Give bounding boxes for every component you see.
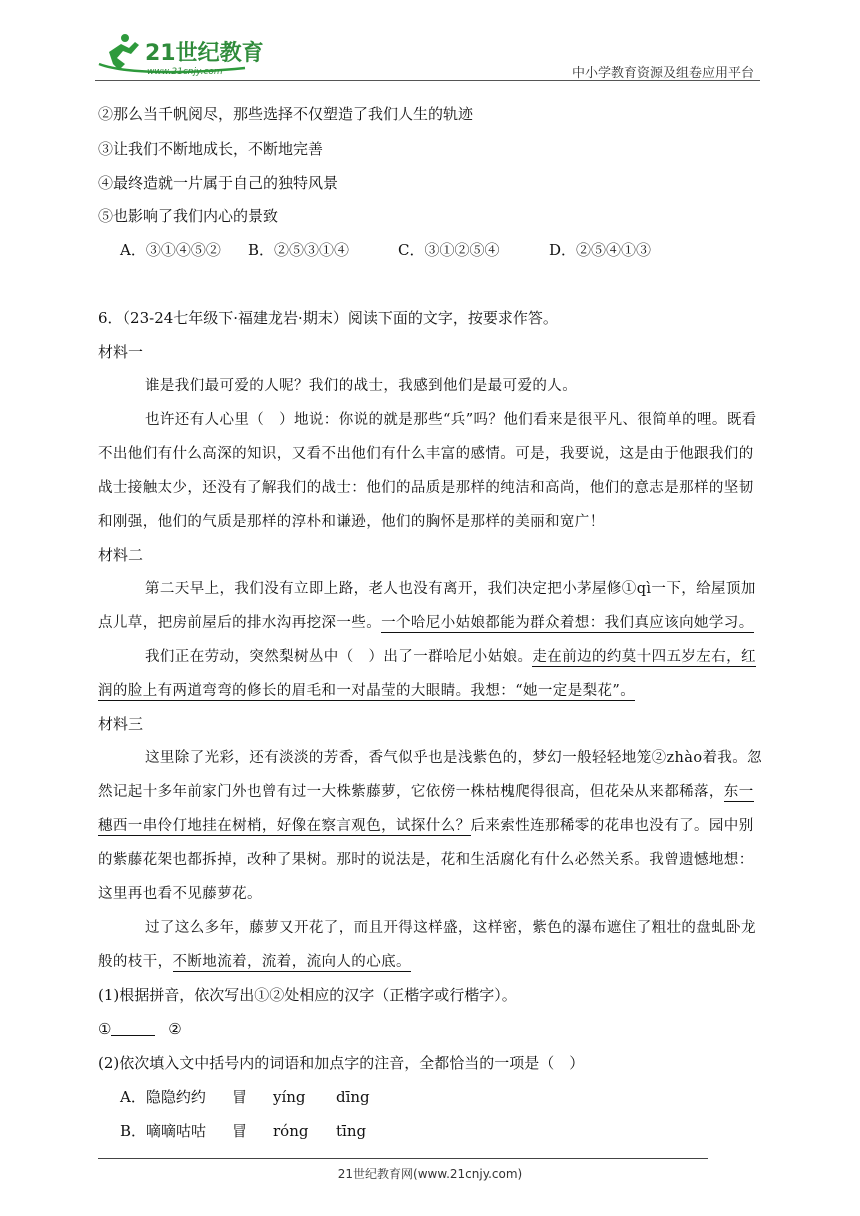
material-1-line: 战士接触太少，还没有了解我们的战士：他们的品质是那样的纯洁和高尚，他们的意志是那样的坚韧 <box>98 480 754 496</box>
material-1-para-1: 谁是我们最可爱的人呢？我们的战士，我感到他们是最可爱的人。 <box>145 378 578 394</box>
text-span: 然记起十多年前家门外也曾有过一大株紫藤萝，它依傍一株枯槐爬得很高，但花朵从来都稀落， <box>98 784 724 800</box>
footer-divider <box>98 1158 708 1159</box>
material-1-line: 也许还有人心里（ ）地说：你说的就是那些“兵”吗？他们看来是很平凡、很简单的哩。既看 <box>145 412 757 428</box>
prev-item-2: ②那么当千帆阅尽，那些选择不仅塑造了我们人生的轨迹 <box>98 105 474 123</box>
blank-label-2: ② <box>168 1020 182 1038</box>
text-span: 后来索性连那稀零的花串也没有了。园中别 <box>470 818 754 834</box>
option-b-pinyin-2: tīng <box>336 1122 367 1140</box>
material-1-line: 和刚强，他们的气质是那样的淳朴和谦逊，他们的胸怀是那样的美丽和宽广！ <box>98 514 605 530</box>
option-a-label: A．隐隐约约 <box>120 1088 206 1106</box>
option-a-word: 冒 <box>232 1088 248 1106</box>
material-3-line: 这里除了光彩，还有淡淡的芳香，香气似乎也是浅紫色的，梦幻一般轻轻地笼②zhào着我。忽 <box>145 750 763 766</box>
material-3-line <box>98 816 754 836</box>
text-span: 我们正在劳动，突然梨树丛中（ ）出了一群哈尼小姑娘。 <box>145 649 533 665</box>
material-2-line <box>98 681 635 701</box>
text-span: 般的枝干， <box>98 954 173 970</box>
platform-name: 中小学教育资源及组卷应用平台 <box>571 66 754 81</box>
text-span: 点儿草，把房前屋后的排水沟再挖深一些。 <box>98 615 382 631</box>
underlined-sentence: 润的脸上有两道弯弯的修长的眉毛和一对晶莹的大眼睛。 <box>98 683 471 699</box>
prev-item-5: ⑤也影响了我们内心的景致 <box>98 207 279 225</box>
prev-option-c: C．③①②⑤④ <box>398 241 500 259</box>
sub-question-1-blanks <box>98 1019 182 1039</box>
material-2-line <box>145 647 756 667</box>
material-1-line: 不出他们有什么高深的知识，又看不出他们有什么丰富的感情。可是，我要说，这是由于他跟我们的 <box>98 446 754 462</box>
material-3-line: 过了这么多年，藤萝又开花了，而且开得这样盛，这样密，紫色的瀑布遮住了粗壮的盘虬卧龙 <box>145 920 756 936</box>
underlined-sentence: 我想：“她一定是梨花”。 <box>470 683 636 699</box>
material-3-line: 的紫藤花架也都拆掉，改种了果树。那时的说法是，花和生活腐化有什么必然关系。我曾遗憾地想： <box>98 852 754 868</box>
blank-label-1: ① <box>98 1020 112 1038</box>
question-stem: 6．（23-24七年级下·福建龙岩·期末）阅读下面的文字，按要求作答。 <box>98 309 558 327</box>
page-header <box>95 30 760 82</box>
prev-option-a: A．③①④⑤② <box>120 241 221 259</box>
option-a-pinyin-1: yíng <box>273 1088 306 1106</box>
prev-item-4: ④最终造就一片属于自己的独特风景 <box>98 174 339 192</box>
prev-item-3: ③让我们不断地成长，不断地完善 <box>98 140 324 158</box>
underlined-sentence: 穗西一串伶仃地挂在树梢，好像在察言观色，试探什么？ <box>98 818 471 834</box>
logo-text: 21世纪教育 <box>145 41 264 66</box>
sub-question-1: (1)根据拼音，依次写出①②处相应的汉字（正楷字或行楷字）。 <box>98 986 517 1004</box>
header-divider <box>95 80 760 81</box>
material-2-line <box>98 613 754 633</box>
material-3-line: 这里再也看不见藤萝花。 <box>98 886 262 902</box>
option-b-pinyin-1: róng <box>273 1122 309 1140</box>
underlined-sentence: 不断地流着，流着，流向人的心底。 <box>172 954 411 970</box>
sub-question-2: (2)依次填入文中括号内的词语和加点字的注音，全都恰当的一项是（ ） <box>98 1054 585 1072</box>
prev-option-b: B．②⑤③①④ <box>248 241 350 259</box>
material-2-line: 第二天早上，我们没有立即上路，老人也没有离开，我们决定把小茅屋修①qì一下，给屋顶加 <box>145 581 756 597</box>
option-b-label: B．嘀嘀咕咕 <box>120 1122 207 1140</box>
material-3-line <box>98 952 411 972</box>
material-3-line <box>98 782 754 802</box>
underlined-sentence: 走在前边的约莫十四五岁左右，红 <box>532 649 756 665</box>
prev-option-d: D．②⑤④①③ <box>549 241 652 259</box>
material-3-title: 材料三 <box>98 715 144 733</box>
material-2-title: 材料二 <box>98 546 144 564</box>
site-logo <box>95 30 265 78</box>
option-a-pinyin-2: dīng <box>336 1088 370 1106</box>
page-footer: 21世纪教育网(www.21cnjy.com) <box>337 1167 523 1181</box>
answer-blank-1[interactable] <box>111 1021 155 1036</box>
underlined-sentence: 一个哈尼小姑娘都能为群众着想：我们真应该向她学习。 <box>381 615 754 631</box>
material-1-title: 材料一 <box>98 343 144 361</box>
option-b-word: 冒 <box>232 1122 248 1140</box>
underlined-sentence: 东一 <box>723 784 754 800</box>
logo-url: www.21cnjy.com <box>147 67 223 77</box>
